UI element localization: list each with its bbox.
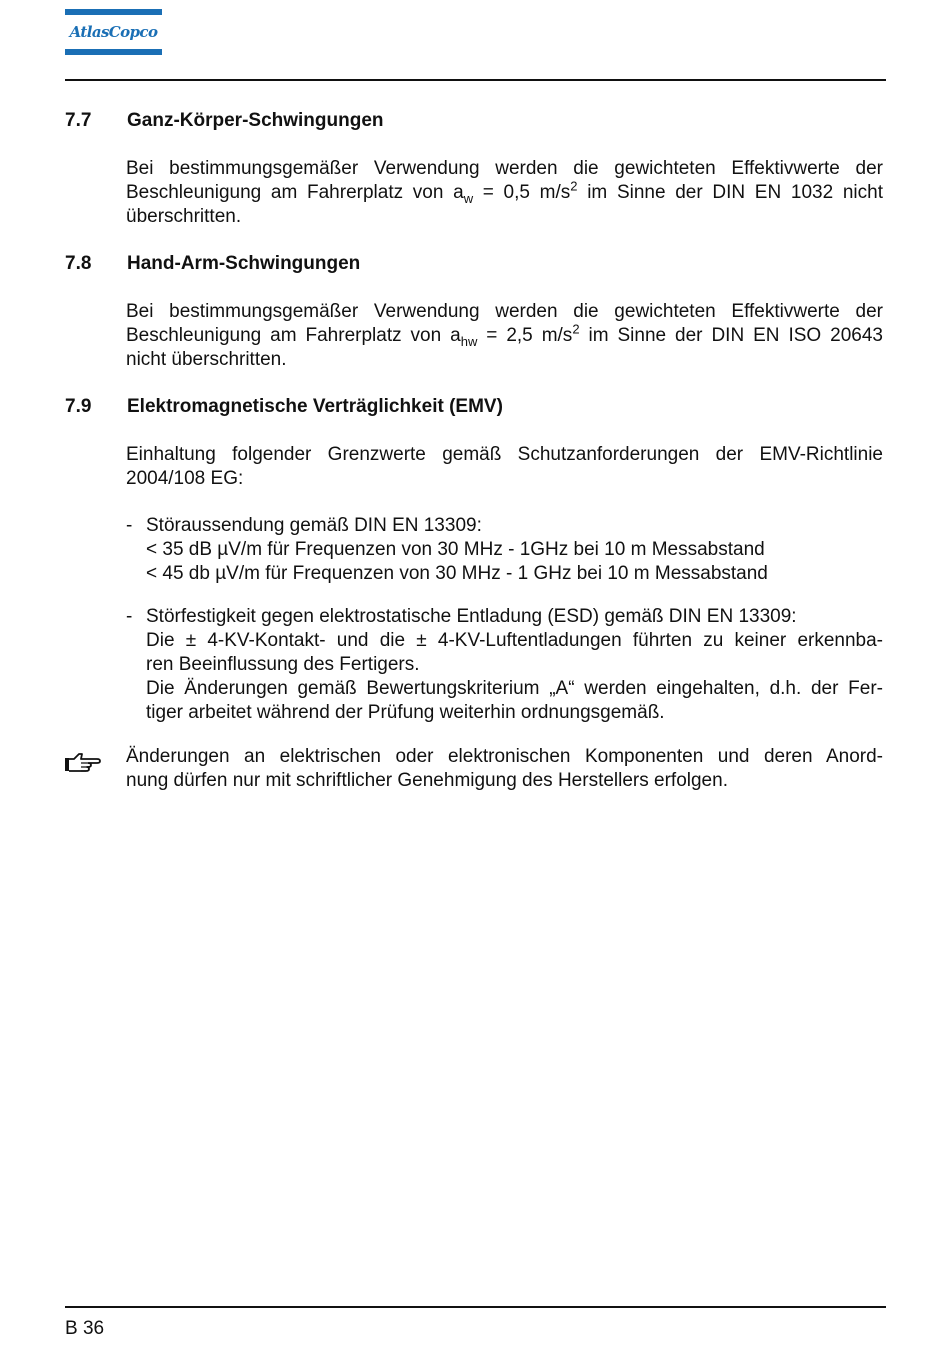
section-paragraph-7-8: [126, 300, 883, 372]
section-title: Elektromagnetische Verträglichkeit (EMV): [127, 396, 503, 417]
pointing-hand-icon: [64, 750, 102, 774]
logo-bottom-bar: [65, 49, 162, 55]
paragraph-line: Bei bestimmungsgemäßer Verwendung werden die gewichteten Effektivwerte der: [126, 301, 883, 322]
atlas-copco-logo: [65, 9, 162, 55]
bullet-line: ren Beeinflussung des Fertigers.: [146, 654, 420, 675]
section-number: 7.7: [65, 110, 92, 131]
paragraph-line: Einhaltung folgender Grenzwerte gemäß Schutzanforderungen der EMV-Richtlinie: [126, 444, 883, 465]
bullet-dash: -: [126, 515, 133, 536]
section-heading-7-7: [65, 109, 384, 133]
paragraph-line: Beschleunigung am Fahrerplatz von $a_{hw} = 2,5$ $m/s^2$ im Sinne der DIN EN ISO 20643: [126, 321, 883, 349]
section-heading-7-9: [65, 395, 503, 419]
paragraph-line: überschritten.: [126, 206, 242, 227]
bullet-item-emission: [126, 514, 883, 586]
bullet-line: Störaussendung gemäß DIN EN 13309:: [146, 515, 482, 536]
bullet-line: tiger arbeitet während der Prüfung weiterhin ordnungsgemäß.: [146, 702, 665, 723]
bullet-line: Störfestigkeit gegen elektrostatische Entladung (ESD) gemäß DIN EN 13309:: [146, 606, 797, 627]
paragraph-line: Bei bestimmungsgemäßer Verwendung werden die gewichteten Effektivwerte der: [126, 158, 883, 179]
bullet-line: < 45 db µV/m für Frequenzen von 30 MHz - 1 GHz bei 10 m Messabstand: [146, 563, 768, 584]
bullet-dash: -: [126, 606, 133, 627]
section-title: Ganz-Körper-Schwingungen: [127, 110, 384, 131]
note-paragraph: [126, 745, 883, 793]
section-title: Hand-Arm-Schwingungen: [127, 253, 361, 274]
paragraph-line: Beschleunigung am Fahrerplatz von $a_w = 0,5$ $m/s^2$ im Sinne der DIN EN 1032 nicht: [126, 178, 883, 206]
header-rule: [65, 79, 886, 81]
section-heading-7-8: [65, 252, 360, 276]
page-number: B 36: [65, 1318, 105, 1339]
note-line: Änderungen an elektrischen oder elektronischen Komponenten und deren Anord-: [126, 746, 883, 767]
section-number: 7.8: [65, 253, 92, 274]
bullet-line: Die Änderungen gemäß Bewertungskriterium „A“ werden eingehalten, d.h. der Fer-: [146, 678, 883, 699]
paragraph-line: nicht überschritten.: [126, 349, 287, 370]
paragraph-line: 2004/108 EG:: [126, 468, 244, 489]
section-paragraph-7-9: [126, 443, 883, 491]
bullet-line: < 35 dB µV/m für Frequenzen von 30 MHz - 1GHz bei 10 m Messabstand: [146, 539, 765, 560]
bullet-line: Die ± 4-KV-Kontakt- und die ± 4-KV-Luftentladungen führten zu keiner erkennba-: [146, 630, 883, 651]
logo-top-bar: [65, 9, 162, 15]
logo-wordmark: AtlasCopco: [69, 23, 158, 41]
section-paragraph-7-7: [126, 157, 883, 229]
footer-rule: [65, 1306, 886, 1308]
section-number: 7.9: [65, 396, 92, 417]
bullet-item-immunity: [126, 605, 883, 725]
note-line: nung dürfen nur mit schriftlicher Genehmigung des Herstellers erfolgen.: [126, 770, 728, 791]
